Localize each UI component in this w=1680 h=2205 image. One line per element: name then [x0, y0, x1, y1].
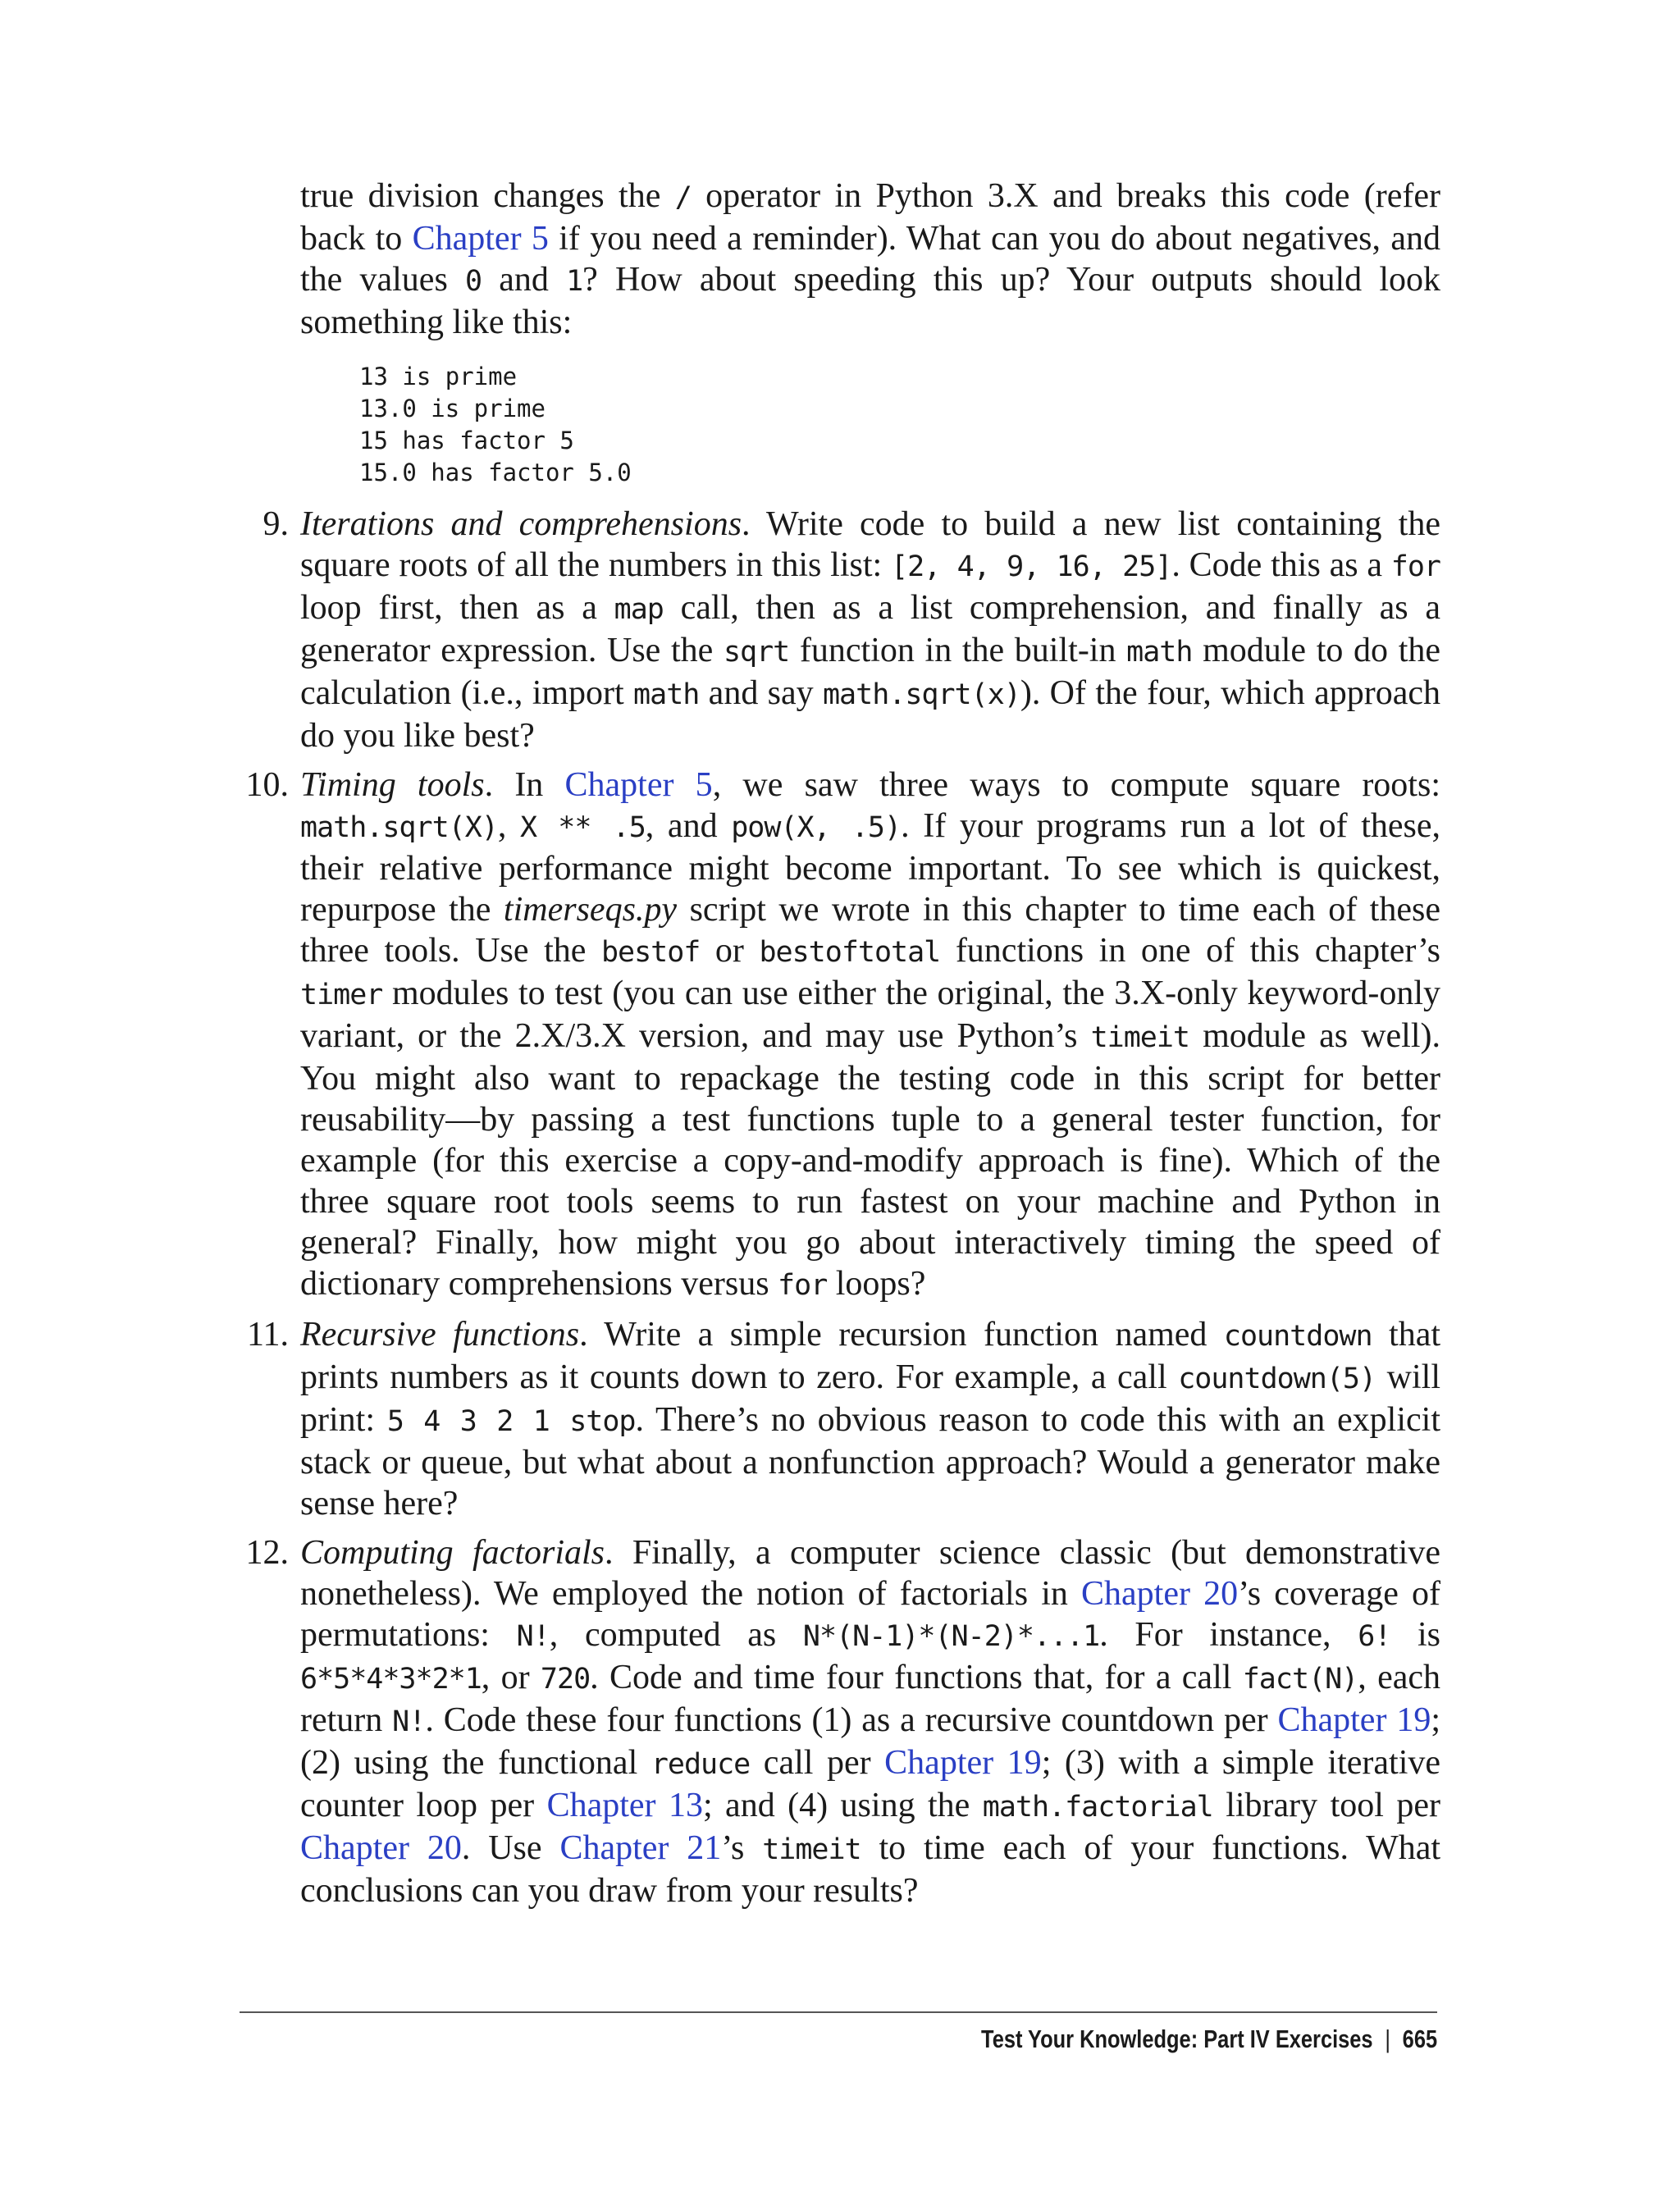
code-line: 13 is prime	[359, 363, 518, 390]
inline-code: N*(N-1)*(N-2)*...1	[802, 1620, 1100, 1653]
text: . Use	[461, 1829, 560, 1867]
inline-code: timeit	[762, 1833, 861, 1866]
exercise-item-10	[245, 765, 1440, 1306]
item-body	[300, 1532, 1440, 1911]
text: . Code these four functions (1) as a recursive countdown per	[425, 1701, 1278, 1739]
inline-code: N!	[392, 1705, 426, 1738]
inline-code: reduce	[651, 1748, 751, 1781]
text: function in the built-in	[789, 632, 1127, 669]
text: to time each of your functions. What conclusions can you draw from your results?	[300, 1829, 1441, 1910]
inline-code: for	[778, 1269, 828, 1302]
chapter-5-link[interactable]: Chapter 5	[412, 220, 549, 258]
exercise-item-9	[262, 504, 1441, 756]
filename: timerseqs.py	[503, 891, 678, 929]
running-footer-title: Test Your Knowledge: Part IV Exercises	[980, 2025, 1373, 2053]
text: . If your programs run a lot of these, their relative performance might become important. To see which is quickest, repurpose the	[300, 807, 1440, 929]
code-example	[359, 361, 1440, 489]
inline-code: 6!	[1358, 1620, 1391, 1653]
item-body	[300, 504, 1440, 756]
inline-code: pow(X, .5)	[731, 811, 902, 844]
inline-code: X ** .5	[520, 811, 646, 844]
inline-code: 5 4 3 2 1 stop	[386, 1405, 636, 1438]
text: operator in Python 3.X and breaks this code (refer back to	[300, 177, 1440, 258]
text: and	[482, 261, 567, 299]
inline-code: timeit	[1090, 1021, 1189, 1054]
inline-code: 720	[540, 1663, 591, 1696]
page-number: 665	[1402, 2025, 1437, 2053]
inline-code: for	[1390, 550, 1440, 583]
text: ’s coverage of permutations:	[300, 1575, 1440, 1654]
footer-divider	[240, 2011, 1437, 2013]
chapter-20-link[interactable]: Chapter 20	[300, 1829, 462, 1867]
code-line: 15 has factor 5	[359, 427, 574, 454]
page-content	[245, 176, 1441, 1911]
inline-code: fact(N)	[1242, 1663, 1358, 1696]
text: . For instance,	[1099, 1616, 1358, 1654]
intro-paragraph	[300, 176, 1440, 343]
text: and say	[699, 674, 823, 712]
text: . Code this as a	[1171, 546, 1391, 584]
page-footer	[981, 2023, 1437, 2056]
text: will print:	[300, 1358, 1440, 1439]
chapter-21-link[interactable]: Chapter 21	[559, 1829, 722, 1867]
inline-code: 1	[566, 265, 583, 298]
text: that prints numbers as it counts down to zero. For example, a call	[300, 1316, 1441, 1396]
item-body	[300, 1314, 1440, 1524]
chapter-5-link[interactable]: Chapter 5	[564, 766, 713, 804]
inline-code: bestoftotal	[759, 936, 941, 969]
text: module as well). You might also want to repackage the testing code in this script for better reusability—by passing a test functions tuple to a general tester function, for example (for this exercise a copy-and-modify approach is fine). Which of the three square root tools seems to run fastest on your machine and Python in general? Finally, how might you go about interactively timing the speed of dictionary comprehensions versus	[300, 1017, 1440, 1303]
inline-code: N!	[516, 1620, 550, 1653]
inline-code: sqrt	[723, 636, 790, 669]
text: ,	[497, 807, 521, 845]
inline-code: math.sqrt(X)	[300, 811, 498, 844]
text: true division changes the	[300, 177, 675, 215]
inline-code: 6*5*4*3*2*1	[300, 1663, 482, 1696]
inline-code: math	[1126, 636, 1193, 669]
text: functions in one of this chapter’s	[940, 932, 1440, 970]
chapter-13-link[interactable]: Chapter 13	[546, 1787, 703, 1824]
inline-code: /	[674, 181, 692, 214]
text: , we saw three ways to compute square roots:	[712, 766, 1440, 804]
inline-code: bestof	[600, 936, 701, 969]
inline-code: 0	[464, 265, 482, 298]
chapter-19-link[interactable]: Chapter 19	[884, 1744, 1042, 1782]
item-title: Computing factorials	[300, 1534, 605, 1572]
text: modules to test (you can use either the original, the 3.X-only keyword-only variant, or the 2.X/3.X version, and may use Python’s	[300, 975, 1440, 1055]
exercise-item-12	[245, 1532, 1441, 1911]
inline-code: math.factorial	[982, 1791, 1213, 1824]
text: loop first, then as a	[300, 589, 614, 627]
text: . Finally, a computer science classic (but demonstrative nonetheless). We employed the notion of factorials in	[300, 1534, 1440, 1613]
text: . Write code to build a new list containing the square roots of all the numbers in this list:	[300, 505, 1440, 584]
text: library tool per	[1212, 1787, 1440, 1824]
text: , and	[645, 807, 732, 845]
item-body	[300, 765, 1440, 1306]
item-title: Recursive functions	[300, 1316, 580, 1354]
text: , each return	[300, 1659, 1440, 1739]
text: if you need a reminder). What can you do about negatives, and the values	[300, 220, 1440, 299]
text: . Code and time four functions that, for a call	[590, 1659, 1243, 1696]
inline-code: countdown(5)	[1178, 1363, 1376, 1395]
text: ; (2) using the functional	[300, 1701, 1440, 1782]
item-number: 10.	[245, 766, 289, 804]
text: loops?	[827, 1265, 926, 1303]
text: module to do the calculation (i.e., import	[300, 632, 1441, 712]
item-title: Timing tools	[300, 766, 485, 804]
item-title: Iterations and comprehensions	[300, 505, 742, 543]
inline-code: countdown	[1223, 1320, 1372, 1353]
code-line: 15.0 has factor 5.0	[359, 459, 632, 486]
text: is	[1390, 1616, 1441, 1654]
inline-code: map	[614, 593, 664, 626]
text: , computed as	[549, 1616, 803, 1654]
text: ’s	[721, 1829, 763, 1867]
footer-separator: |	[1385, 2025, 1390, 2053]
inline-code: math.sqrt(x)	[822, 678, 1020, 711]
exercise-item-11	[247, 1314, 1441, 1524]
text: ; and (4) using the	[702, 1787, 983, 1824]
item-number: 11.	[247, 1316, 289, 1354]
text: call per	[750, 1744, 885, 1782]
chapter-20-link[interactable]: Chapter 20	[1081, 1575, 1239, 1613]
text: . Write a simple recursion function named	[579, 1316, 1224, 1354]
inline-code: math	[633, 678, 700, 711]
text: call, then as a list comprehension, and finally as a generator expression. Use the	[300, 589, 1440, 669]
chapter-19-link[interactable]: Chapter 19	[1277, 1701, 1431, 1739]
inline-code: timer	[300, 979, 383, 1011]
inline-code: [2, 4, 9, 16, 25]	[891, 550, 1172, 583]
text: ; (3) with a simple iterative counter loop per	[300, 1744, 1441, 1824]
item-number: 9.	[262, 505, 289, 543]
code-line: 13.0 is prime	[359, 395, 546, 422]
text: . There’s no obvious reason to code this with an explicit stack or queue, but what about a nonfunction approach? Would a generator make sense here?	[300, 1401, 1440, 1522]
text: . In	[484, 766, 565, 804]
text: script we wrote in this chapter to time each of these three tools. Use the	[300, 891, 1440, 970]
item-number: 12.	[245, 1534, 289, 1572]
text: ). Of the four, which approach do you like best?	[300, 674, 1440, 755]
text: , or	[481, 1659, 541, 1696]
text: ? How about speeding this up? Your outputs should look something like this:	[300, 261, 1440, 341]
text: or	[700, 932, 760, 970]
